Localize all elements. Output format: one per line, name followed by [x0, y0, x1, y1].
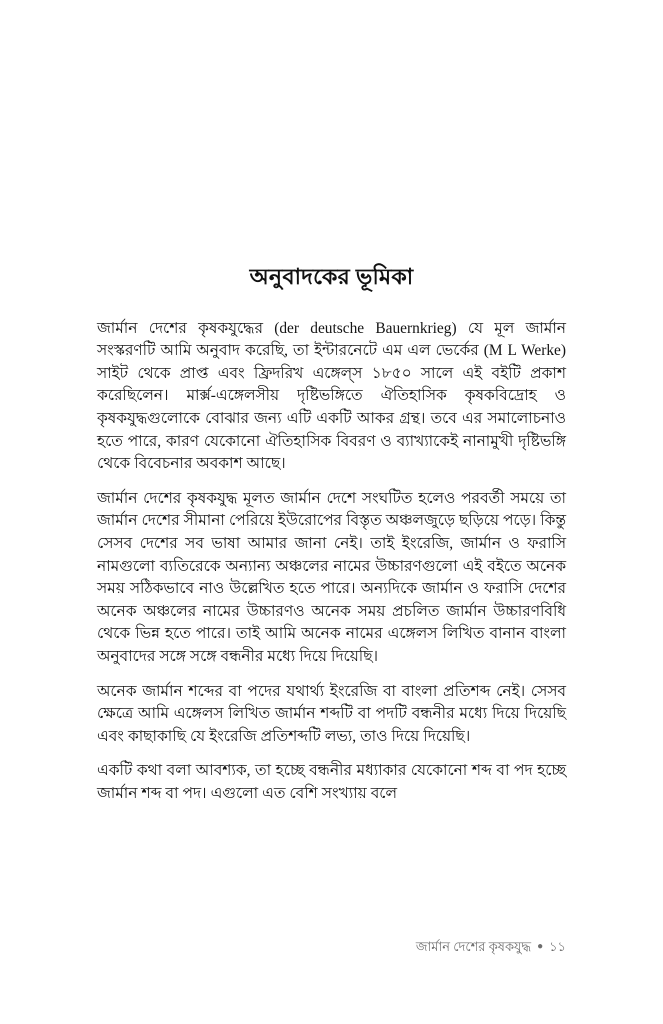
- page-content: [97, 262, 566, 806]
- bullet-separator-icon: ●: [537, 941, 544, 952]
- body-paragraph-3: অনেক জার্মান শব্দের বা পদের যথার্থ্য ইংরেজি বা বাংলা প্রতিশব্দ নেই। সেসব ক্ষেত্রে আমি এঙ্গেলস লিখিত জার্মান শব্দটি বা পদটি বন্ধনীর মধ্যে দিয়ে দিয়েছি এবং কাছাকাছি যে ইংরেজি প্রতিশব্দটি লভ্য, তাও দিয়ে দিয়েছি।: [97, 682, 566, 745]
- body-paragraph-2: জার্মান দেশের কৃষকযুদ্ধ মূলত জার্মান দেশে সংঘটিত হলেও পরবর্তী সময়ে তা জার্মান দেশের সীমানা পেরিয়ে ইউরোপের বিস্তৃত অঞ্চলজুড়ে ছড়িয়ে পড়ে। কিন্তু সেসব দেশের সব ভাষা আমার জানা নেই। তাই ইংরেজি, জার্মান ও ফরাসি নামগুলো ব্যতিরেকে অন্যান্য অঞ্চলের নামের উচ্চারণগুলো এই বইতে অনেক সময় সঠিকভাবে নাও উল্লেখিত হতে পারে। অন্যদিকে জার্মান ও ফরাসি দেশের অনেক অঞ্চলের নামের উচ্চারণও অনেক সময় প্রচলিত জার্মান উচ্চারণবিধি থেকে ভিন্ন হতে পারে। তাই আমি অনেক নামের এঙ্গেলস লিখিত বানান বাংলা অনুবাদের সঙ্গে সঙ্গে বন্ধনীর মধ্যে দিয়ে দিয়েছি।: [97, 489, 566, 665]
- page-top-margin: [0, 0, 663, 262]
- footer-book-title: জার্মান দেশের কৃষকযুদ্ধ: [415, 939, 532, 954]
- page-title: অনুবাদকের ভূমিকা: [249, 264, 414, 289]
- page-footer: [97, 938, 566, 958]
- body-paragraph-1: জার্মান দেশের কৃষকযুদ্ধের (der deutsche Bauernkrieg) যে মূল জার্মান সংস্করণটি আমি অনুবাদ করেছি, তা ইন্টারনেটে এম এল ভের্কের (M L Werke) সাইট থেকে প্রাপ্ত এবং ফ্রিদরিখ এঙ্গেল্স ১৮৫০ সালে এই বইটি প্রকাশ করেছিলেন। মার্ক্স-এঙ্গেলসীয় দৃষ্টিভঙ্গিতে ঐতিহাসিক কৃষকবিদ্রোহ ও কৃষকযুদ্ধগুলোকে বোঝার জন্য এটি একটি আকর গ্রন্থ। তবে এর সমালোচনাও হতে পারে, কারণ যেকোনো ঐতিহাসিক বিবরণ ও ব্যাখ্যাকেই নানামুখী দৃষ্টিভঙ্গি থেকে বিবেচনার অবকাশ আছে।: [97, 319, 566, 473]
- body-paragraph-4: একটি কথা বলা আবশ্যক, তা হচ্ছে বন্ধনীর মধ্যাকার যেকোনো শব্দ বা পদ হচ্ছে জার্মান শব্দ বা পদ। এগুলো এত বেশি সংখ্যায় বলে: [97, 762, 566, 802]
- page-number: ১১: [549, 939, 566, 954]
